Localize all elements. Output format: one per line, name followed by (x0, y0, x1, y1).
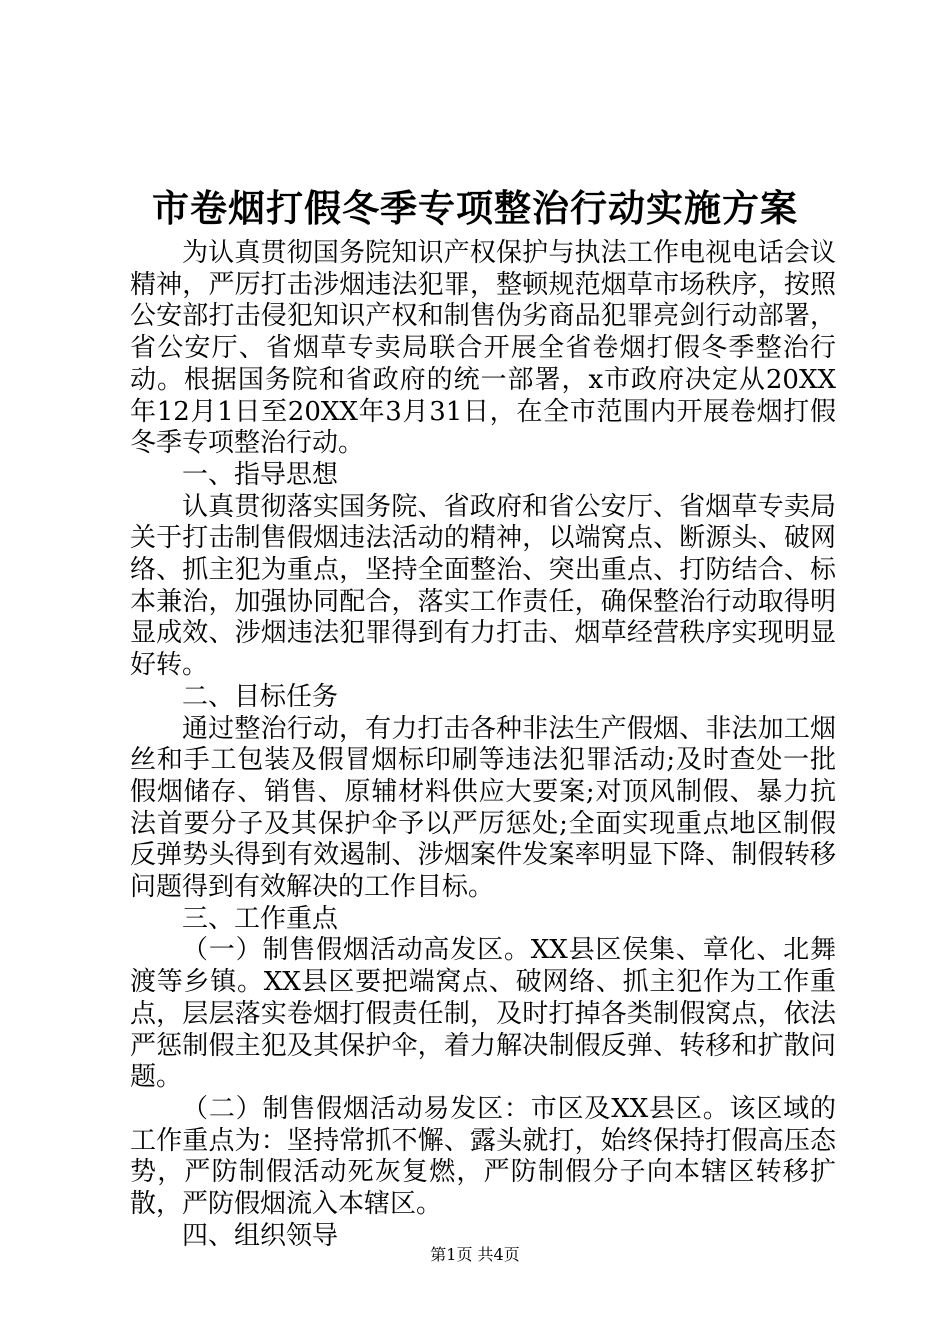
document-body (130, 238, 836, 1253)
section-paragraph-focus-item-2: （二）制售假烟活动易发区：市区及XX县区。该区域的工作重点为：坚持常抓不懈、露头就打，始终保持打假高压态势，严防制假活动死灰复燃，严防制假分子向本辖区转移扩散，严防假烟流入本辖区。 (130, 1093, 836, 1220)
intro-paragraph: 为认真贯彻国务院知识产权保护与执法工作电视电话会议精神，严厉打击涉烟违法犯罪，整顿规范烟草市场秩序，按照公安部打击侵犯知识产权和制售伪劣商品犯罪亮剑行动部署，省公安厅、省烟草专卖局联合开展全省卷烟打假冬季整治行动。根据国务院和省政府的统一部署，x市政府决定从20XX年12月1日至20XX年3月31日，在全市范围内开展卷烟打假冬季专项整治行动。 (130, 238, 836, 459)
section-heading-goals: 二、目标任务 (182, 681, 339, 712)
section-heading-work-focus: 三、工作重点 (182, 903, 339, 934)
page-number-footer: 第1页 共4页 (430, 1245, 520, 1264)
document-title: 市卷烟打假冬季专项整治行动实施方案 (152, 186, 798, 230)
section-paragraph-focus-item-1: （一）制售假烟活动高发区。XX县区侯集、章化、北舞渡等乡镇。XX县区要把端窝点、破网络、抓主犯作为工作重点，层层落实卷烟打假责任制，及时打掉各类制假窝点，依法严惩制假主犯及其保护伞，着力解决制假反弹、转移和扩散问题。 (130, 935, 836, 1093)
section-heading-guiding-ideology: 一、指导思想 (182, 459, 339, 490)
section-heading-organization: 四、组织领导 (182, 1220, 339, 1251)
section-paragraph-goals: 通过整治行动，有力打击各种非法生产假烟、非法加工烟丝和手工包装及假冒烟标印刷等违法犯罪活动;及时查处一批假烟储存、销售、原辅材料供应大要案;对顶风制假、暴力抗法首要分子及其保护伞予以严厉惩处;全面实现重点地区制假反弹势头得到有效遏制、涉烟案件发案率明显下降、制假转移问题得到有效解决的工作目标。 (130, 713, 836, 903)
section-paragraph-guiding-ideology: 认真贯彻落实国务院、省政府和省公安厅、省烟草专卖局关于打击制售假烟违法活动的精神，以端窝点、断源头、破网络、抓主犯为重点，坚持全面整治、突出重点、打防结合、标本兼治，加强协同配合，落实工作责任，确保整治行动取得明显成效、涉烟违法犯罪得到有力打击、烟草经营秩序实现明显好转。 (130, 491, 836, 681)
